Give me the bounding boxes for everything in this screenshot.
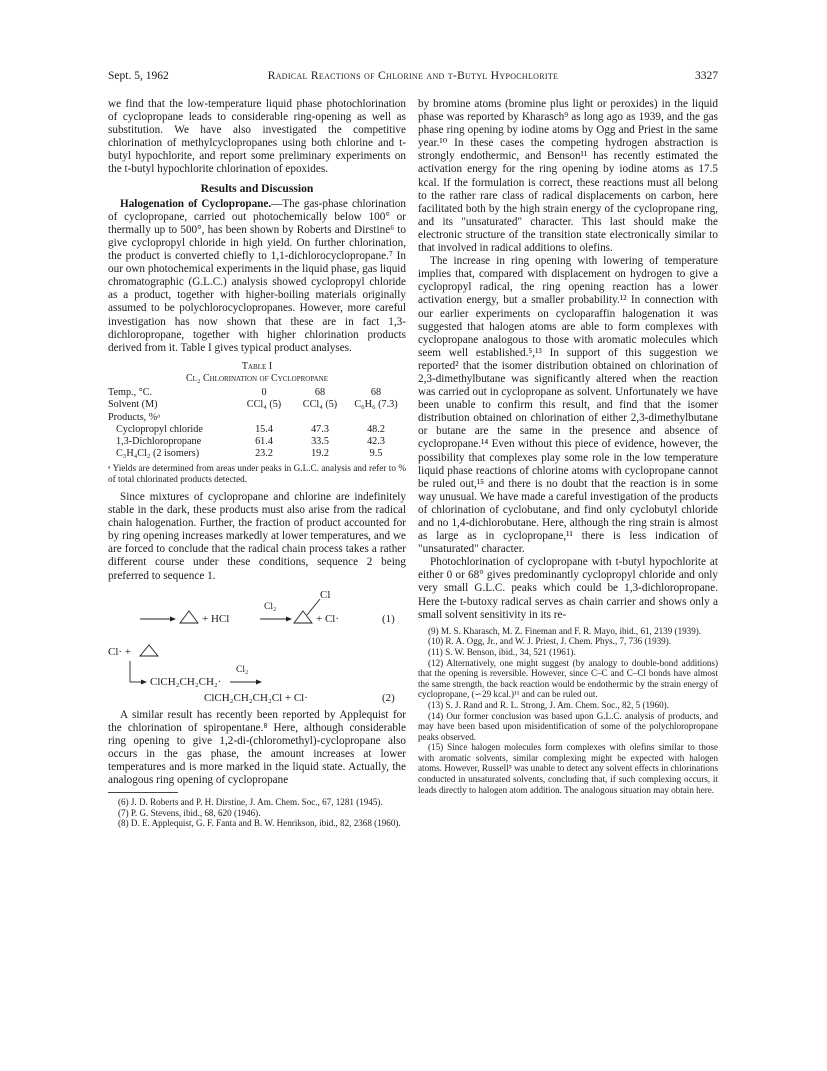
table-cell: 48.2 [367,423,385,435]
table-row-label: Products, %ᵃ [108,411,161,423]
paragraph-mechanism: Since mixtures of cyclopropane and chlorine are indefinitely stable in the dark, these products must also arise from the radical chain halogenation. Further, the fraction of product accounted for by ring opening increases markedly at lower temperatures, and we are forced to conclude that the radical chain process takes a rather different course under these conditions, sequence 2 being preferred to sequence 1. [108,491,406,582]
footnote-item: (14) Our former conclusion was based upon G.L.C. analysis of products, and may have been based upon misidentification of some of the polychloropropane peaks observed. [418,710,718,742]
footnote-divider [108,792,178,793]
table-row-label: 1,3-Dichloropropane [116,436,202,447]
equation-1-radical: + Cl· [316,612,340,625]
subsection-lead: Halogenation of Cyclopropane. [120,197,272,210]
paragraph-ring-opening: The increase in ring opening with lowering of temperature implies that, compared with displacement on hydrogen to give a cyclopropyl radical, the ring opening reaction has a lower activation energy, but a smaller probability.¹² In connection with our earlier experiments on cycloparaffin halogenation it was suggested that halogen atoms are able to form complexes with cyclopropane analogous to those with aromatic molecules which seem well established.⁵,¹³ In support of this suggestion we reported² that the isomer distribution obtained on chlorination of 2,3-dimethylbutane was significantly altered when the reaction was carried out in cyclopropane as solvent. Unfortunately we have been unable to confirm this result, and find that the isomer distribution obtained on chlorination of either 2,3-dimethylbutane or butane are the same in the presence and absence of cyclopropane.¹⁴ Even without this piece of evidence, however, the possibility that complexes play some role in the low temperature liquid phase reactions of chlorine atoms with cyclopropane cannot be ruled out,¹⁵ and there is no doubt that the reaction is in some way unusual. We have made a careful investigation of the products of chlorination of cyclobutane, and find only cyclobutyl chloride and no 1,4-dichlorobutane. Here, although the ring strain is almost as large as in cyclopropane,¹¹ there is less indication of "unsaturated" character. [418,255,718,556]
equation-2-number: (2) [382,691,395,704]
paragraph-halogenation-text: —The gas-phase chlorination of cyclopropane, carried out photochemically below 100° or thermally up to 500°, has been shown by Roberts and Dirstine⁶ to give cyclopropyl chloride in high yield. On further chlorination, the product is converted chiefly to 1,1-dichlorocyclopropane.⁷ In our own photochemical experiments in the liquid phase, gas liquid chromatographic (G.L.C.) analysis showed cyclopropyl chloride as a product, together with higher-boiling materials originally assumed to be polychlorocyclopropanes. However, more careful investigation has now shown that these are in fact 1,3-dichloropropane, together with higher chlorination products derived from it. Table I gives typical product analyses. [108,197,406,354]
table-row [108,412,406,424]
equation-1 [108,589,406,637]
table-cell: 0 [261,387,267,399]
issue-date: Sept. 5, 1962 [108,70,169,82]
table-cell: 42.3 [367,436,385,447]
equation-2-intermediate: ClCH₂CH₂CH₂· [150,675,222,688]
section-heading: Results and Discussion [200,181,314,195]
table-cell: 9.5 [369,448,383,460]
intro-paragraph: we find that the low-temperature liquid phase photochlorination of cyclopropane leads to considerable ring-opening as well as substitution. We have also investigated the competitive chlorination of methylcyclopropanes using both chlorine and t-butyl hypochlorite, and report some preliminary experiments on the t-butyl hypochlorite chlorination of epoxides. [108,98,406,176]
table-cell: 47.3 [311,423,329,435]
footnotes-right [418,626,718,796]
table-cell: 15.4 [255,423,273,435]
equation-1-cl-substituent: Cl [320,588,331,601]
table-1 [108,361,406,485]
table-cell: CCl₄ (5) [302,399,338,411]
table-cell: 68 [370,387,382,399]
table-cell: 23.2 [255,448,273,460]
equation-2-reagent: Cl₂ [236,664,249,675]
footnote-item: (11) S. W. Benson, ibid., 34, 521 (1961). [428,646,576,657]
table-row [108,399,406,411]
table-row-label: C₃H₄Cl₂ (2 isomers) [116,448,200,460]
footnote-item: (13) S. J. Rand and R. L. Strong, J. Am. Chem. Soc., 82, 5 (1960). [428,699,669,710]
table-row [108,424,406,436]
paragraph-spiropentane: A similar result has recently been reported by Applequist for the chlorination of spiropentane.⁸ Here, although considerable ring opening to give 1,2-di-(chloromethyl)-cyclopropane also occurs in the gas phase, the amount increases at lower temperatures and is more marked in the liquid state. Actually, the analogous ring opening of cyclopropane [108,708,406,787]
table-cell: C₆H₆ (7.3) [354,399,398,411]
equation-1-number: (1) [382,612,395,625]
footnotes-left [108,797,406,829]
equation-1-graphics [108,589,406,637]
paragraph-hypochlorite: Photochlorination of cyclopropane with t-butyl hypochlorite at either 0 or 68° gives predominantly cyclopropyl chloride and only very small G.L.C. peaks which could be 1,3-dichloropropane. Here the t-butoxy radical serves as chain carrier and shows only a small solvent sensitivity in its re- [418,556,718,621]
table-cell: 19.2 [311,448,329,460]
table-row-label: Solvent (M) [108,399,158,411]
footnote-item: (10) R. A. Ogg, Jr., and W. J. Priest, J. Chem. Phys., 7, 736 (1939). [428,636,672,647]
table-cell: 61.4 [255,436,273,447]
right-column [418,98,718,795]
table-footnote: ᵃ Yields are determined from areas under peaks in G.L.C. analysis and refer to % of total chlorinated products detected. [108,463,406,485]
equation-2-start: Cl· + [108,645,132,658]
footnote-item: (7) P. G. Stevens, ibid., 68, 620 (1946). [118,807,261,818]
table-caption: Table I [241,360,273,372]
footnote-item: (9) M. S. Kharasch, M. Z. Fineman and F. R. Mayo, ibid., 61, 2139 (1939). [428,625,702,636]
running-title: Radical Reactions of Chlorine and t-Butyl Hypochlorite [267,70,559,82]
equation-1-hcl: + HCl [202,612,230,625]
paragraph-bromine: by bromine atoms (bromine plus light or peroxides) in the liquid phase was reported by Kharasch⁹ as long ago as 1939, and the gas phase ring opening by iodine atoms by Ogg and Priest in the same year.¹⁰ In these cases the competing hydrogen abstraction is strongly endothermic, and Benson¹¹ has recently estimated the activation energy for the ring opening by iodine atoms as 17.5 kcal. If the formulation is correct, these reactions must all belong to the rather rare class of radical displacements on carbon, here facilitated both by the high strain energy of the cyclopropane ring, and its "unsaturated" character. This last should make the electronic structure of the transition state electronically similar to that involved in radical additions to olefins. [418,98,718,255]
table-row [108,387,406,399]
left-column [108,98,406,829]
equation-1-reagent: Cl₂ [264,601,277,612]
table-row-label: Cyclopropyl chloride [116,423,203,435]
table-cell: 33.5 [311,436,329,447]
table-subtitle: Cl₂ Chlorination of Cyclopropane [186,372,328,384]
page-header [108,70,718,84]
footnote-item: (8) D. E. Applequist, G. F. Fanta and B. W. Henrikson, ibid., 82, 2368 (1960). [118,818,401,829]
table-row [108,448,406,460]
paragraph-halogenation [108,198,406,355]
footnote-item: (6) J. D. Roberts and P. H. Dirstine, J. Am. Chem. Soc., 67, 1281 (1945). [118,797,383,808]
equation-2 [108,643,406,705]
footnote-item: (12) Alternatively, one might suggest (by analogy to double-bond additions) that the opening is reversible. However, since C–C and C–Cl bonds have almost the same strength, the back reaction would be endothermic by the strain energy of cyclopropane, (∽29 kcal.)¹¹ and can be ruled out. [418,657,718,700]
table-row-label: Temp., °C. [108,387,153,399]
table-row [108,436,406,448]
footnote-item: (15) Since halogen molecules form complexes with olefins similar to those with aromatic solvents, similar complexing might be expected with halogen atoms. However, Russell⁵ was unable to detect any solvent effects in chlorinations conducted in unsaturated solvents, concluding that, if such complexing occurs, it leads directly to halogen atom addition. The analogous situation may obtain here. [418,742,718,795]
page-number: 3327 [695,70,718,82]
table-cell: 68 [314,387,326,399]
table-cell: CCl₄ (5) [246,399,282,411]
equation-2-product: ClCH₂CH₂CH₂Cl + Cl· [204,691,308,704]
